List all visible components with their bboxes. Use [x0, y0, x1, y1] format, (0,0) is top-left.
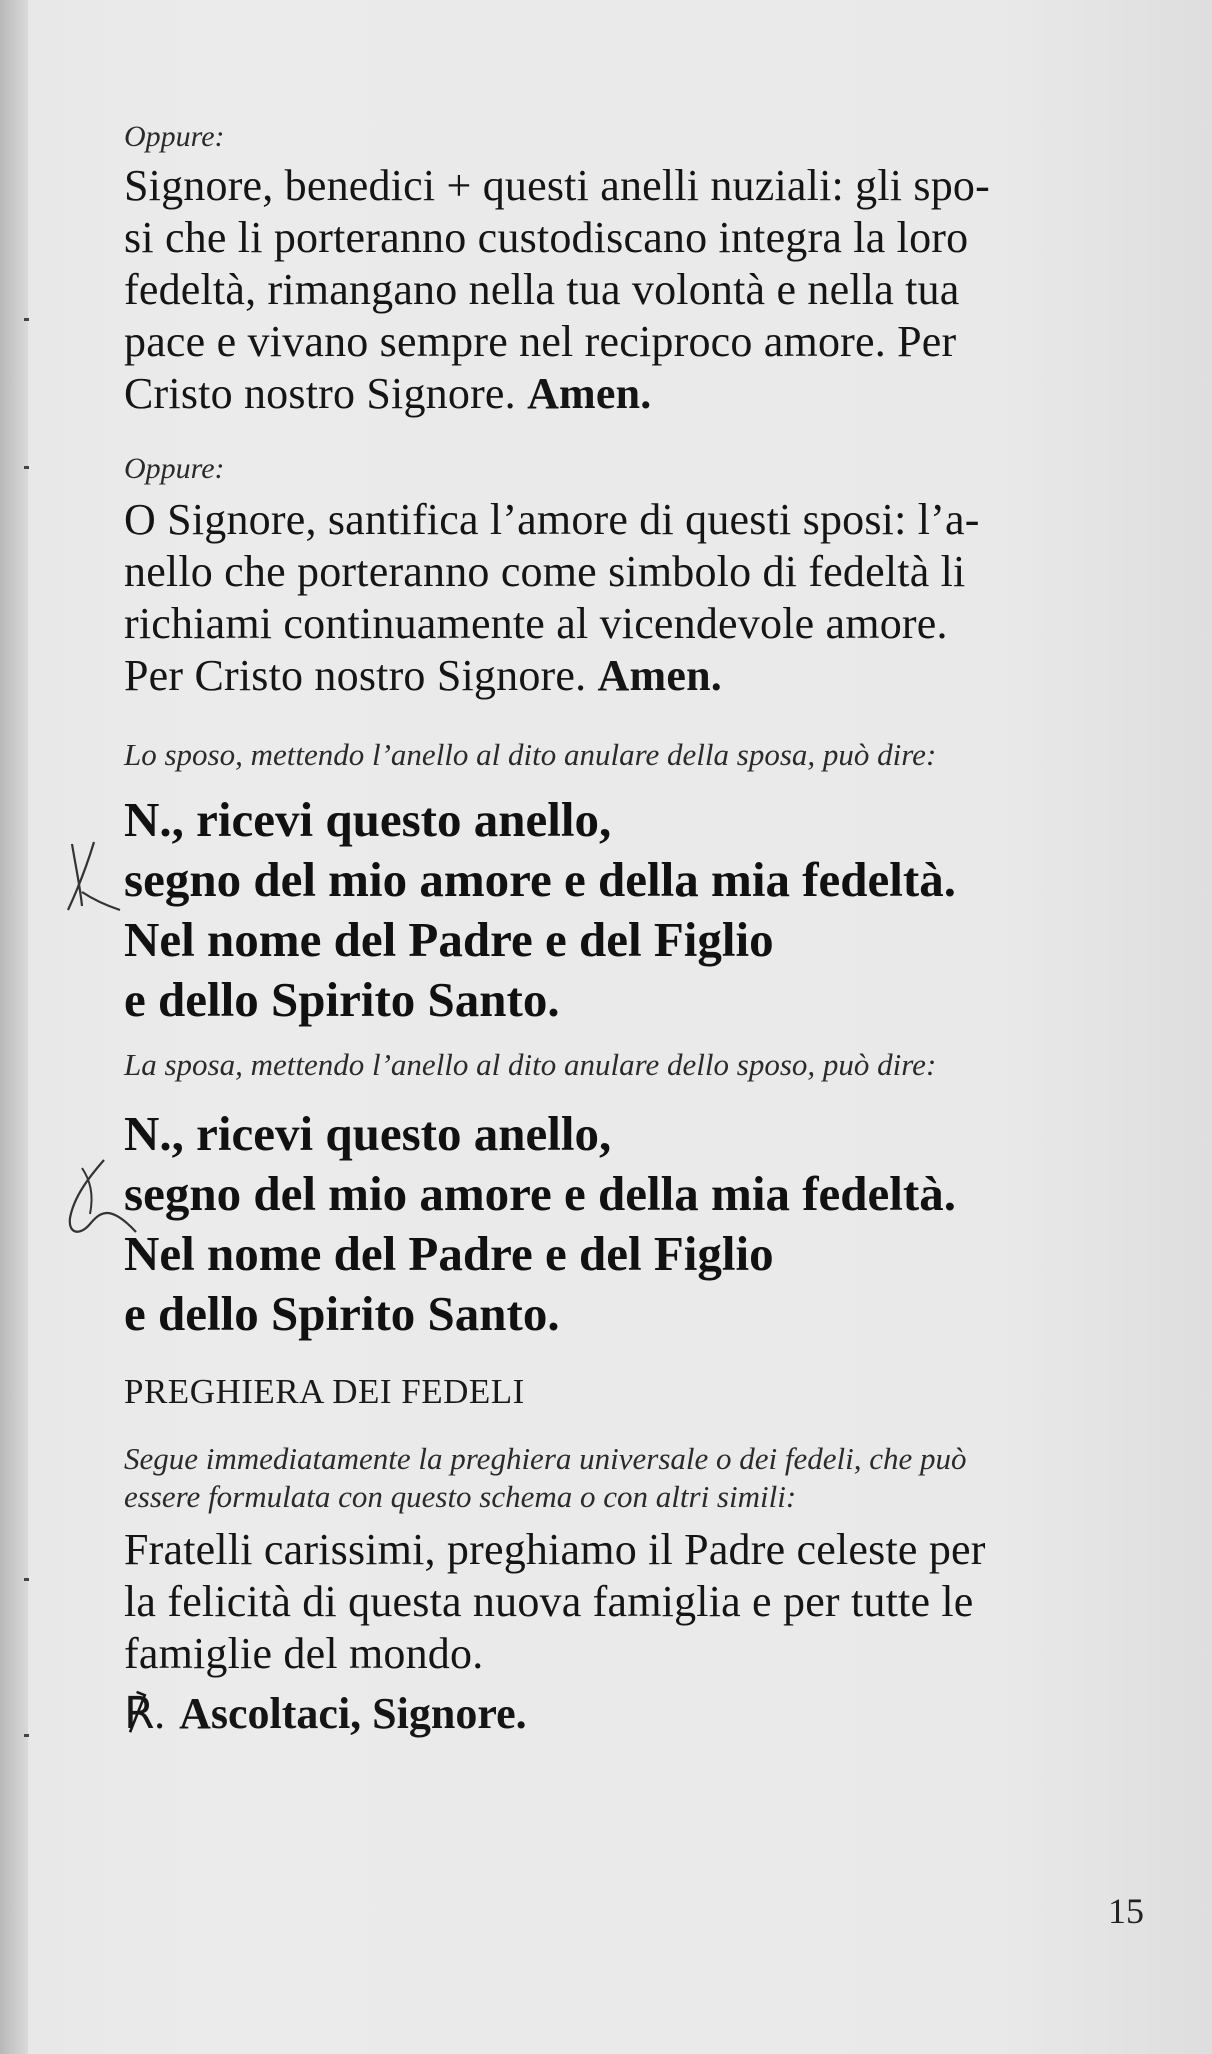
- text-line: famiglie del mondo.: [124, 1629, 484, 1678]
- margin-tick: [24, 1578, 29, 1581]
- text-line: richiami continuamente al vicendevole amore.: [124, 599, 948, 648]
- book-spine: [0, 0, 28, 2054]
- margin-tick: [24, 1734, 29, 1737]
- text-line: fedeltà, rimangano nella tua volontà e nella tua: [124, 265, 960, 314]
- text-line: [124, 650, 1134, 702]
- rubric-line: essere formulata con questo schema o con altri simili:: [124, 1479, 797, 1514]
- oppure-label: Oppure:: [124, 452, 225, 485]
- text-fragment: Cristo nostro Signore.: [124, 369, 528, 418]
- groom-formula: [124, 790, 1134, 1030]
- bride-formula: [124, 1104, 1134, 1344]
- formula-line: e dello Spirito Santo.: [124, 972, 560, 1027]
- response-line: [124, 1688, 1134, 1740]
- margin-tick: [24, 318, 29, 321]
- bride-rubric: La sposa, mettendo l’anello al dito anulare dello sposo, può dire:: [124, 1047, 937, 1082]
- text-line: nello che porteranno come simbolo di fedeltà li: [124, 547, 966, 596]
- blessing-text-2: [124, 494, 1134, 702]
- formula-line: e dello Spirito Santo.: [124, 1286, 560, 1341]
- page-content: [124, 118, 1134, 1740]
- text-line: si che li porteranno custodiscano integra la loro: [124, 213, 969, 262]
- amen: Amen.: [527, 369, 652, 418]
- formula-line: N., ricevi questo anello,: [124, 792, 612, 847]
- text-line: Fratelli carissimi, preghiamo il Padre celeste per: [124, 1525, 986, 1574]
- formula-line: segno del mio amore e della mia fedeltà.: [124, 1166, 956, 1221]
- blessing-text-1: [124, 160, 1134, 420]
- response-text: Ascoltaci, Signore.: [179, 1689, 527, 1738]
- margin-tick: [24, 466, 29, 469]
- formula-line: Nel nome del Padre e del Figlio: [124, 912, 774, 967]
- text-line: Signore, benedici + questi anelli nuziali: gli spo-: [124, 161, 990, 210]
- rubric-line: Segue immediatamente la preghiera universale o dei fedeli, che può: [124, 1441, 967, 1476]
- text-line: O Signore, santifica l’amore di questi sposi: l’a-: [124, 495, 980, 544]
- prayers-rubric: [124, 1440, 1134, 1516]
- section-heading: PREGHIERA DEI FEDELI: [124, 1372, 525, 1411]
- response-symbol: ℟.: [124, 1689, 166, 1738]
- formula-line: Nel nome del Padre e del Figlio: [124, 1226, 774, 1281]
- oppure-label: Oppure:: [124, 120, 225, 153]
- formula-line: N., ricevi questo anello,: [124, 1106, 612, 1161]
- amen: Amen.: [597, 651, 722, 700]
- text-line: pace e vivano sempre nel reciproco amore. Per: [124, 317, 957, 366]
- text-line: la felicità di questa nuova famiglia e per tutte le: [124, 1577, 974, 1626]
- formula-line: segno del mio amore e della mia fedeltà.: [124, 852, 956, 907]
- groom-rubric: Lo sposo, mettendo l’anello al dito anulare della sposa, può dire:: [124, 737, 937, 772]
- prayers-text: [124, 1524, 1134, 1680]
- text-line: [124, 368, 1134, 420]
- page-number: 15: [1108, 1891, 1144, 1931]
- text-fragment: Per Cristo nostro Signore.: [124, 651, 598, 700]
